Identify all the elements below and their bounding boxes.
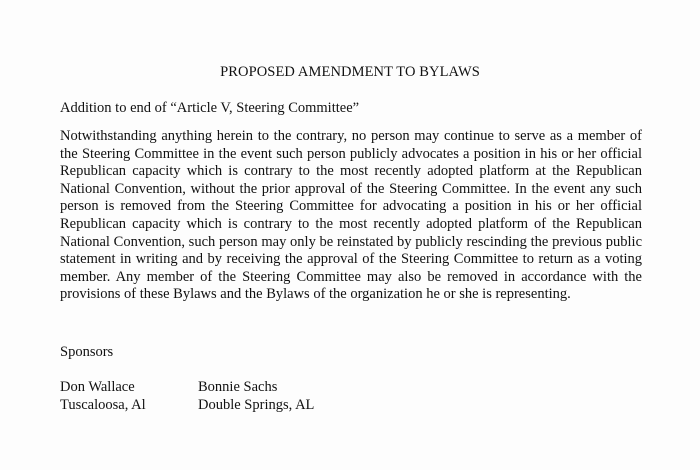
sponsor-location: Double Springs, AL <box>198 397 315 413</box>
sponsor-name: Don Wallace <box>60 379 135 395</box>
document-subheading: Addition to end of “Article V, Steering Committee” <box>60 100 360 116</box>
sponsor-block <box>60 378 146 414</box>
sponsors-label: Sponsors <box>60 344 114 360</box>
document-title: PROPOSED AMENDMENT TO BYLAWS <box>220 64 480 80</box>
amendment-body-paragraph: Notwithstanding anything herein to the contrary, no person may continue to serve as a member of the Steering Committee in the event such person publicly advocates a position in his or her official Republican capacity which is contrary to the most recently adopted platform at the Republican National Convention, without the prior approval of the Steering Committee. In the event any such person is removed from the Steering Committee for advocating a position in his or her official Republican capacity which is contrary to the most recently adopted platform of the Republican National Convention, such person may only be reinstated by publicly rescinding the previous public statement in writing and by receiving the approval of the Steering Committee to return as a voting member. Any member of the Steering Committee may also be removed in accordance with the provisions of these Bylaws and the Bylaws of the organization he or she is representing. <box>60 128 642 303</box>
sponsor-block <box>198 378 314 414</box>
sponsor-location: Tuscaloosa, Al <box>60 397 146 413</box>
sponsor-name: Bonnie Sachs <box>198 379 278 395</box>
